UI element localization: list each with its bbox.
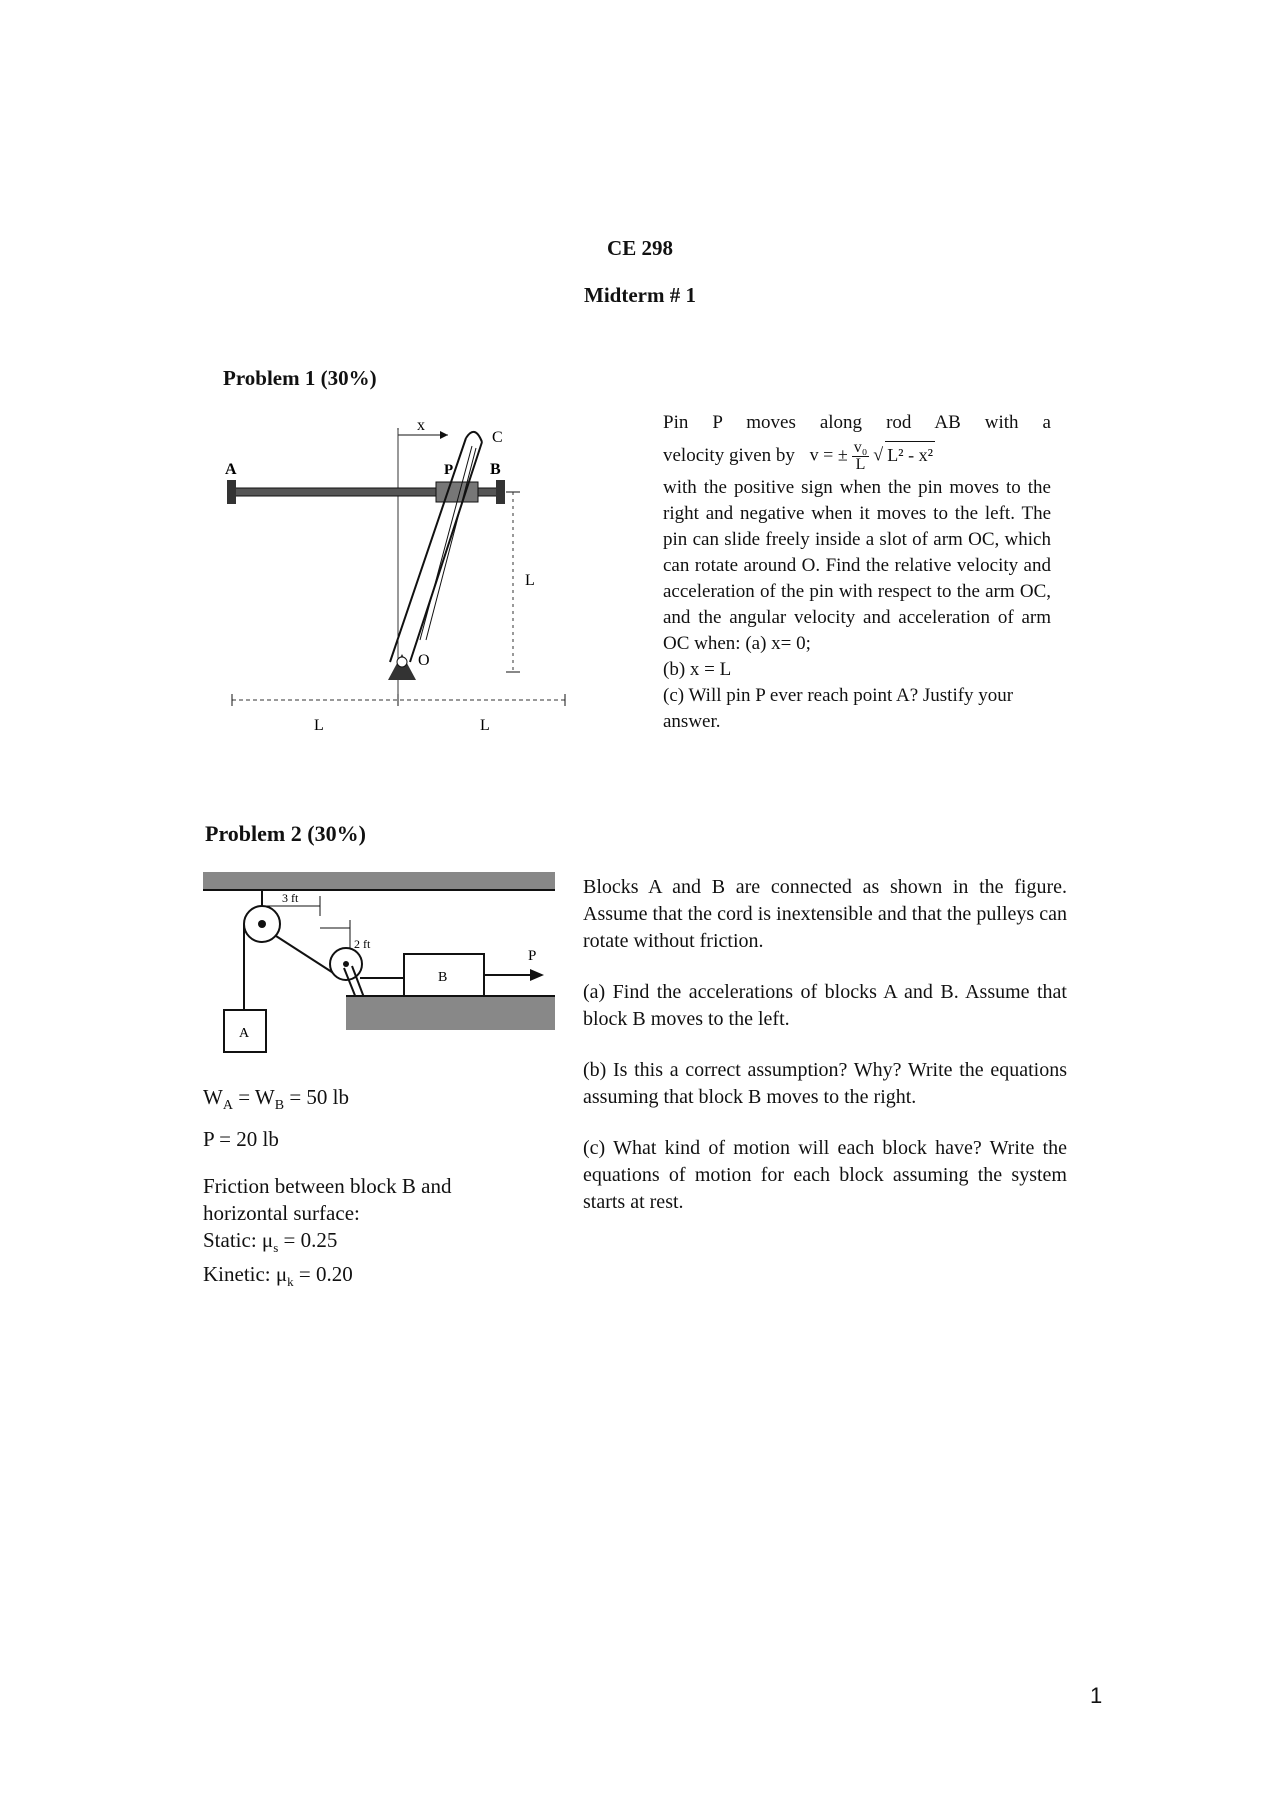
problem-2-part-a: (a) Find the accelerations of blocks A and B. Assume that block B moves to the left. [583, 981, 1067, 1030]
problem-1-part-b: (b) x = L [663, 659, 732, 680]
velocity-formula: v = ± $\frac{\text{v₀}}{L}$ √ L² - x² [809, 439, 933, 473]
label-B: B [490, 461, 501, 478]
kinetic-label: Kinetic: [203, 1262, 276, 1287]
friction-title: Friction between block B and horizontal surface: [203, 1174, 452, 1225]
static-friction [203, 1227, 503, 1261]
label-L-right: L [525, 572, 535, 589]
problem-2-title: Problem 2 (30%) [205, 821, 366, 846]
problem-1-text [663, 410, 1051, 735]
exam-title: Midterm # 1 [584, 283, 696, 307]
problem-1-figure [220, 410, 610, 740]
formula-denominator: L [855, 456, 866, 473]
weight-sub-A: A [222, 1098, 233, 1114]
force-line: P = 20 lb [203, 1127, 279, 1151]
kinetic-value: = 0.20 [293, 1262, 353, 1287]
label-3ft: 3 ft [282, 891, 299, 905]
friction-block [203, 1173, 503, 1295]
problem-2-text [583, 874, 1067, 1240]
label-block-B: B [438, 970, 448, 985]
label-force-P: P [528, 948, 537, 964]
weight-eq: = W [232, 1085, 275, 1109]
label-P: P [444, 462, 454, 478]
label-A: A [225, 461, 237, 478]
problem-1-line-1: Pin P moves along rod AB with a [663, 412, 1051, 433]
kinetic-mu: μ [275, 1262, 288, 1287]
static-label: Static: [203, 1228, 262, 1252]
static-sub: s [273, 1240, 279, 1256]
kinetic-sub: k [287, 1274, 294, 1290]
formula-v: v = [809, 444, 834, 465]
label-C: C [492, 429, 503, 446]
weight-value: = 50 lb [284, 1085, 350, 1109]
formula-radicand: L² - x² [885, 441, 935, 468]
label-2ft: 2 ft [354, 937, 371, 951]
static-mu: μ [261, 1228, 274, 1252]
weights-line [203, 1085, 349, 1114]
weight-W: W [203, 1085, 223, 1109]
static-value: = 0.25 [278, 1228, 338, 1252]
problem-2-intro: Blocks A and B are connected as shown in the figure. Assume that the cord is inextensible and that the pulleys can rotate without friction. [583, 876, 1067, 952]
course-title: CE 298 [607, 236, 673, 260]
problem-2-part-b: (b) Is this a correct assumption? Why? Write the equations assuming that block B moves to the right. [583, 1059, 1067, 1108]
label-block-A: A [239, 1026, 250, 1041]
problem-1-title: Problem 1 (30%) [223, 366, 377, 390]
problem-2-figure [200, 868, 570, 1078]
weight-sub-B: B [274, 1098, 285, 1114]
problem-1-body: with the positive sign when the pin moves to the right and negative when it moves to the left. The pin can slide freely inside a slot of arm OC, which can rotate around O. Find the relative velocity and acceleration of the pin with respect to the arm OC, and the angular velocity and acceleration of arm OC when: (a) x= 0; [663, 477, 1051, 654]
problem-2-part-c: (c) What kind of motion will each block have? Write the equations of motion for each block assuming the system starts at rest. [583, 1137, 1067, 1213]
problem-1-part-c: (c) Will pin P ever reach point A? Justify your answer. [663, 685, 1014, 732]
label-O: O [418, 652, 430, 669]
problem-1-line-2 [663, 440, 1051, 473]
formula-pm: ± [837, 444, 848, 465]
formula-numerator: v₀ [853, 439, 868, 456]
label-L-left: L [314, 717, 324, 734]
label-x: x [417, 417, 425, 434]
formula-fraction [852, 440, 870, 473]
kinetic-friction [203, 1261, 503, 1295]
page-number: 1 [1090, 1683, 1103, 1708]
velocity-given-text: velocity given by [663, 444, 795, 466]
label-L-mid: L [480, 717, 490, 734]
